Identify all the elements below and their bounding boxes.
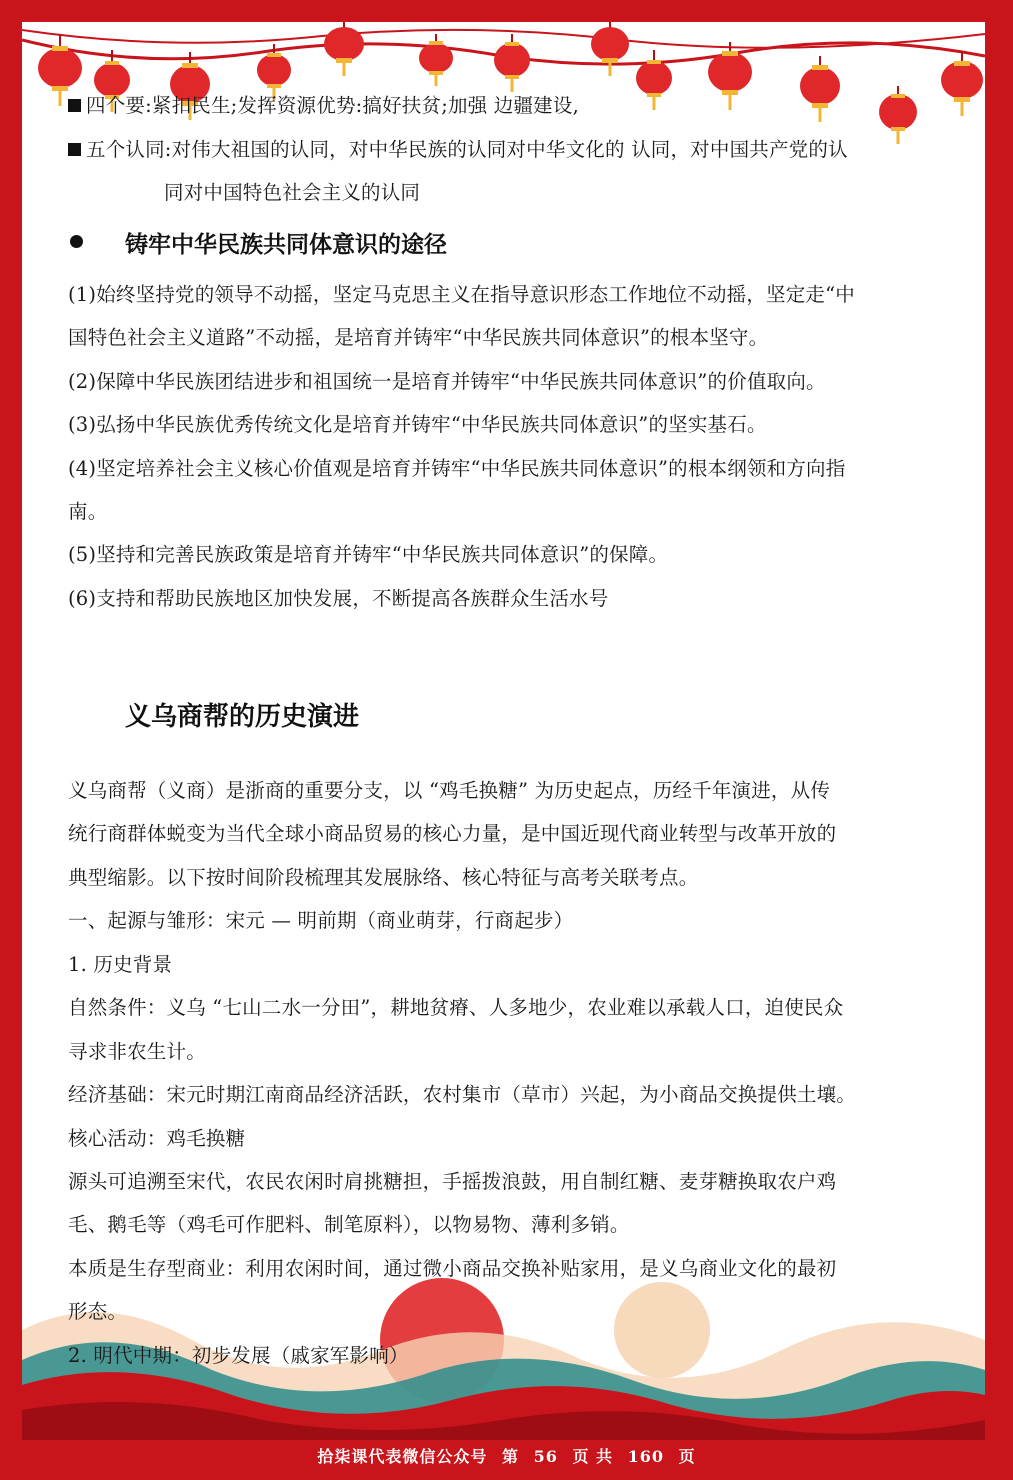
pathway-item: 国特色社会主义道路”不动摇，是培育并铸牢“中华民族共同体意识”的根本坚守。: [68, 326, 769, 349]
footer-source: 拾柒课代表微信公众号: [317, 1447, 488, 1466]
pathway-item: (6)支持和帮助民族地区加快发展，不断提高各族群众生活水号: [68, 587, 609, 610]
four-musts-text: 四个要:紧扣民生;发挥资源优势:搞好扶贫;加强 边疆建设,: [86, 94, 579, 117]
body-line: 统行商群体蜕变为当代全球小商品贸易的核心力量，是中国近现代商业转型与改革开放的: [68, 822, 837, 845]
body-line: 经济基础：宋元时期江南商品经济活跃，农村集市（草市）兴起，为小商品交换提供土壤。: [68, 1083, 857, 1106]
footer-page-label-mid: 页 共: [572, 1447, 614, 1466]
square-bullet-icon: [68, 99, 81, 112]
pathway-item: (2)保障中华民族团结进步和祖国统一是培育并铸牢“中华民族共同体意识”的价值取向。: [68, 370, 826, 393]
five-identities-continuation: 同对中国特色社会主义的认同: [164, 181, 421, 204]
footer-page-label-pre: 第: [502, 1447, 520, 1466]
footer-page-current: 56: [533, 1447, 558, 1466]
pathway-item: (5)坚持和完善民族政策是培育并铸牢“中华民族共同体意识”的保障。: [68, 543, 669, 566]
body-line: 一、起源与雏形：宋元 — 明前期（商业萌芽，行商起步）: [68, 909, 574, 932]
pathway-item: (4)坚定培养社会主义核心价值观是培育并铸牢“中华民族共同体意识”的根本纲领和方向指: [68, 457, 846, 480]
footer-page-label-post: 页: [678, 1447, 696, 1466]
body-line: 本质是生存型商业：利用农闲时间，通过微小商品交换补贴家用，是义乌商业文化的最初: [68, 1257, 837, 1280]
body-line: 毛、鹅毛等（鸡毛可作肥料、制笔原料），以物易物、薄利多销。: [68, 1213, 630, 1236]
body-line: 源头可追溯至宋代，农民农闲时肩挑糖担，手摇拨浪鼓，用自制红糖、麦芽糖换取农户鸡: [68, 1170, 837, 1193]
page-title: 义乌商帮的历史演进: [125, 702, 360, 732]
body-line: 1. 历史背景: [68, 953, 173, 976]
body-line: 寻求非农生计。: [68, 1040, 206, 1063]
page-sheet: [22, 22, 985, 1440]
pathway-item: (3)弘扬中华民族优秀传统文化是培育并铸牢“中华民族共同体意识”的坚实基石。: [68, 413, 767, 436]
body-line: 核心活动：鸡毛换糖: [68, 1127, 246, 1150]
body-line: 典型缩影。以下按时间阶段梳理其发展脉络、核心特征与高考关联考点。: [68, 866, 699, 889]
five-identities-line: [68, 134, 848, 162]
section-heading-pathways: 铸牢中华民族共同体意识的途径: [125, 232, 447, 258]
content-area: [22, 22, 985, 1440]
body-line: 义乌商帮（义商）是浙商的重要分支，以 “鸡毛换糖” 为历史起点，历经千年演进，从传: [68, 779, 831, 802]
pathway-item: 南。: [68, 500, 108, 523]
round-bullet-icon: [70, 235, 83, 248]
body-line: 形态。: [68, 1300, 128, 1323]
body-line: 2. 明代中期：初步发展（戚家军影响）: [68, 1344, 409, 1367]
four-musts-line: [68, 90, 579, 118]
page-footer: [0, 1444, 1013, 1467]
square-bullet-icon: [68, 143, 81, 156]
body-line: 自然条件：义乌 “七山二水一分田”，耕地贫瘠、人多地少，农业难以承载人口，迫使民众: [68, 996, 844, 1019]
pathway-item: (1)始终坚持党的领导不动摇，坚定马克思主义在指导意识形态工作地位不动摇，坚定走“中: [68, 283, 855, 306]
footer-page-total: 160: [627, 1447, 664, 1466]
five-identities-text: 五个认同:对伟大祖国的认同，对中华民族的认同对中华文化的 认同，对中国共产党的认: [86, 138, 848, 161]
